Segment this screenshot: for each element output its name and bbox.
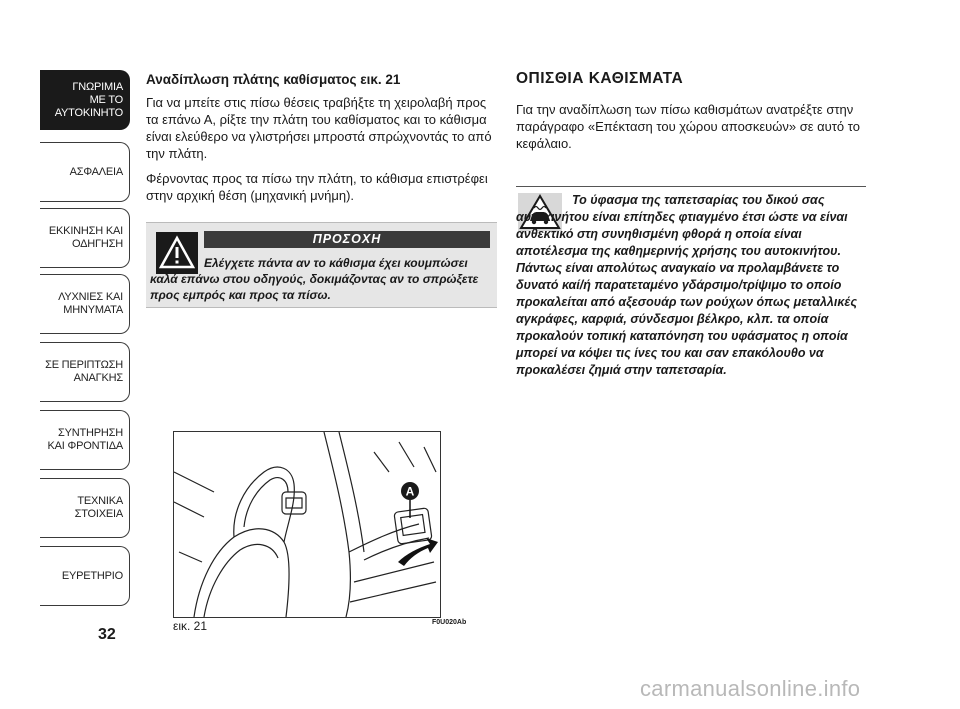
- tab-label: ΕΚΚΙΝΗΣΗ ΚΑΙ ΟΔΗΓΗΣΗ: [48, 225, 123, 250]
- figure-code: F0U020Ab: [432, 619, 467, 626]
- figure-caption: εικ. 21: [173, 619, 208, 633]
- section-heading: Αναδίπλωση πλάτης καθίσματος εικ. 21: [146, 72, 401, 87]
- page-number: 32: [98, 626, 116, 643]
- note-text: Το ύφασμα της ταπετσαρίας του δικού σας αυτοκινήτου είναι επίτηδες φτιαγμένο έτσι ώστε να είναι ανθεκτικό στη συνηθισμένη φθορά η οποία είναι αποτέλεσμα της καθημερινής χρήσης του αυτοκινήτου. Πάντως είναι απολύτως αναγκαίο να προλαμβάνετε το δυνατό καί/ή παρατεταμένο γδάρσιμο/τρίψιμο το οποίο προκαλείται από αξεσουάρ των ρούχων όπως μεταλλικές αγκράφες, καρφιά, σύνδεσμοι βέλκρο, κλπ. τα οποία προκαλούν τοπική καταπόνηση του υφάσματος η οποία μπορεί να κόψει τις ίνες του και σαν επακόλουθο να προκαλέσει ζημιά στην ταπετσαρία.: [516, 193, 858, 377]
- tab-technical-data[interactable]: [40, 478, 130, 538]
- warning-box: [146, 222, 497, 308]
- tab-lights-messages[interactable]: [40, 274, 130, 334]
- tab-starting-driving[interactable]: [40, 208, 130, 268]
- tab-label: ΛΥΧΝΙΕΣ ΚΑΙ ΜΗΝΥΜΑΤΑ: [58, 291, 123, 316]
- body-paragraph: Φέρνοντας προς τα πίσω την πλάτη, το κάθισμα επιστρέφει στην αρχική θέση (μηχανική μνήμη).: [146, 171, 488, 203]
- section-title: ΟΠΙΣΘΙΑ ΚΑΘΙΣΜΑΤΑ: [516, 70, 684, 87]
- warning-text: Ελέγχετε πάντα αν το κάθισμα έχει κουμπώσει καλά επάνω στου οδηγούς, δοκιμάζοντας αν το σπρώξετε προς εμπρός και προς τα πίσω.: [150, 256, 479, 302]
- tab-label: ΣΥΝΤΗΡΗΣΗ ΚΑΙ ΦΡΟΝΤΙΔΑ: [47, 427, 123, 452]
- tab-emergency[interactable]: [40, 342, 130, 402]
- tab-getting-to-know[interactable]: [40, 70, 130, 130]
- body-paragraph: Για την αναδίπλωση των πίσω καθισμάτων ανατρέξτε στην παράγραφο «Επέκταση του χώρου αποσκευών» σε αυτό το κεφάλαιο.: [516, 102, 860, 151]
- tab-label: ΕΥΡΕΤΗΡΙΟ: [61, 569, 123, 582]
- seat-illustration: [173, 431, 441, 618]
- tab-label: ΑΣΦΑΛΕΙΑ: [69, 165, 123, 178]
- tab-label: ΤΕΧΝΙΚΑ ΣΤΟΙΧΕΙΑ: [74, 495, 123, 520]
- tab-safety[interactable]: [40, 142, 130, 202]
- tab-label: ΣΕ ΠΕΡΙΠΤΩΣΗ ΑΝΑΓΚΗΣ: [45, 359, 123, 384]
- tab-label: ΓΝΩΡΙΜΙΑ ΜΕ ΤΟ ΑΥΤΟΚΙΝΗΤΟ: [54, 80, 123, 119]
- warning-title: ΠΡΟΣΟΧΗ: [204, 231, 490, 248]
- watermark: carmanualsonline.info: [640, 676, 861, 701]
- tab-maintenance[interactable]: [40, 410, 130, 470]
- callout-a: A: [405, 484, 415, 499]
- body-paragraph: Για να μπείτε στις πίσω θέσεις τραβήξτε τη χειρολαβή προς τα επάνω Α, ρίξτε την πλάτη του καθίσματος και το κάθισμα είναι ελεύθερο να γλιστρήσει μπροστά σπρώχνοντάς το από την πλάτη.: [146, 95, 492, 161]
- divider: [516, 186, 866, 187]
- tab-index[interactable]: [40, 546, 130, 606]
